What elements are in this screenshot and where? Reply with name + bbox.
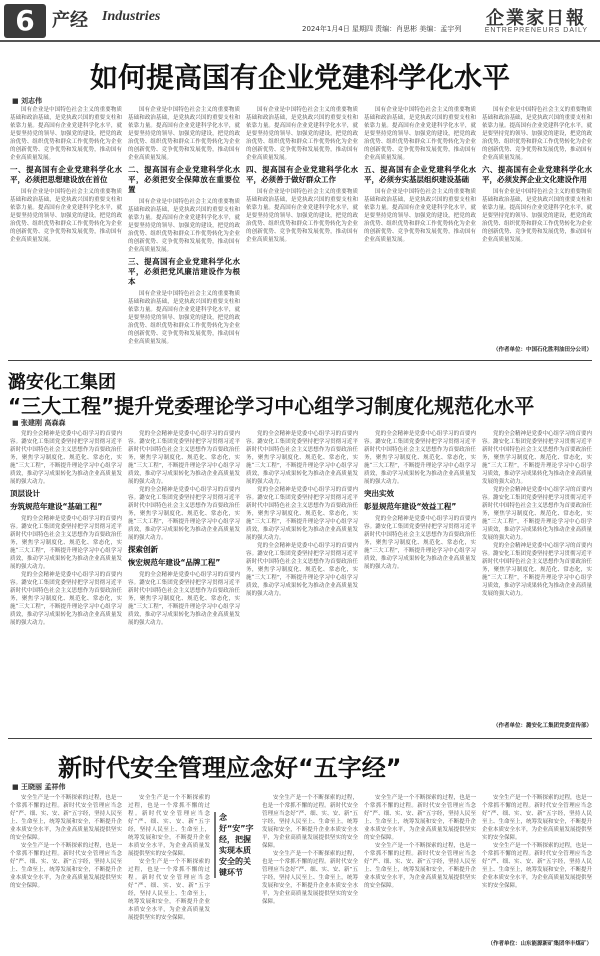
article1-col5 <box>482 106 592 352</box>
article2-title-line1: 潞安化工集团 <box>8 372 116 393</box>
article3-paragraph: 安全生产是一个不断探索的过程，也是一个常抓不懈的过程。新时代安全管理应当念好“严、细、实、安、新”五字经，坚持人民至上、生命至上，统筹发展和安全，不断提升企业本质安全水平，为企业高质量发展提供坚实的安全保障。 <box>482 795 592 841</box>
article3-col4 <box>364 794 476 950</box>
section-divider <box>8 360 592 361</box>
article3-paragraph: 安全生产是一个不断探索的过程，也是一个常抓不懈的过程。新时代安全管理应当念好“严、细、实、安、新”五字经，坚持人民至上、生命至上，统筹发展和安全，不断提升企业本质安全水平，为企业高质量发展提供坚实的安全保障。 <box>364 843 476 889</box>
article2-source-wrap <box>482 722 592 732</box>
article2-paragraph: 党的全会精神是党委中心组学习的首要内容。潞安化工集团党委坚持把学习贯彻习近平新时代中国特色社会主义思想作为首要政治任务，聚焦学习制度化、规范化、常态化，实施“三大工程”，不断提升理论学习中心组学习质效，推动学习成果转化为推动企业高质量发展的强大动力。 <box>246 431 358 485</box>
article2-subhead-3: 突出实效 <box>364 489 394 498</box>
article2-col2 <box>128 430 240 726</box>
issue-meta: 2024年1月4日 星期四 责编：肖思彬 美编：孟宇列 <box>302 25 462 33</box>
article2-col4 <box>364 430 476 726</box>
article3-paragraph: 安全生产是一个不断探索的过程，也是一个常抓不懈的过程。新时代安全管理应当念好“严、细、实、安、新”五字经，坚持人民至上、生命至上，统筹发展和安全，不断提升企业本质安全水平，为企业高质量发展提供坚实的安全保障。 <box>482 843 592 889</box>
article3-paragraph: 安全生产是一个不断探索的过程，也是一个常抓不懈的过程。新时代安全管理应当念好“严、细、实、安、新”五字经，坚持人民至上、生命至上，统筹发展和安全，不断提升企业本质安全水平，为企业高质量发展提供坚实的安全保障。 <box>262 795 358 849</box>
article1-title: 如何提高国有企业党建科学化水平 <box>89 61 510 94</box>
article3-pull-quote: 念好“安”字经，把握实现本质安全的关键环节 <box>214 812 254 878</box>
article1-subhead-5: 五、提高国有企业党建科学化水平，必须夯实基层组织建设基础 <box>364 165 476 184</box>
article3-paragraph: 安全生产是一个不断探索的过程，也是一个常抓不懈的过程。新时代安全管理应当念好“严、细、实、安、新”五字经，坚持人民至上、生命至上，统筹发展和安全，不断提升企业本质安全水平，为企业高质量发展提供坚实的安全保障。 <box>262 851 358 905</box>
article3-author: ■ 王晓丽 孟祥伟 <box>12 783 66 791</box>
article1-subhead-4: 四、提高国有企业党建科学化水平，必须善于做好群众工作 <box>246 165 358 184</box>
article2-paragraph: 党的全会精神是党委中心组学习的首要内容。潞安化工集团党委坚持把学习贯彻习近平新时代中国特色社会主义思想作为首要政治任务，聚焦学习制度化、规范化、常态化，实施“三大工程”，不断提升理论学习中心组学习质效，推动学习成果转化为推动企业高质量发展的强大动力。 <box>128 487 240 541</box>
article1-paragraph: 国有企业是中国特色社会主义的重要物质基础和政治基础，是党执政兴国的重要支柱和依靠力量。提高国有企业党建科学化水平，就是要坚持党的领导、加强党的建设，把党的政治优势、组织优势和群众工作优势转化为企业的创新优势、竞争优势和发展优势，推动国有企业高质量发展。 <box>10 107 122 161</box>
article2-paragraph: 党的全会精神是党委中心组学习的首要内容。潞安化工集团党委坚持把学习贯彻习近平新时代中国特色社会主义思想作为首要政治任务，聚焦学习制度化、规范化、常态化，实施“三大工程”，不断提升理论学习中心组学习质效，推动学习成果转化为推动企业高质量发展的强大动力。 <box>364 431 476 485</box>
section-name: 产经 <box>52 10 88 31</box>
article2-paragraph: 党的全会精神是党委中心组学习的首要内容。潞安化工集团党委坚持把学习贯彻习近平新时代中国特色社会主义思想作为首要政治任务，聚焦学习制度化、规范化、常态化，实施“三大工程”，不断提升理论学习中心组学习质效，推动学习成果转化为推动企业高质量发展的强大动力。 <box>10 516 122 570</box>
article1-paragraph: 国有企业是中国特色社会主义的重要物质基础和政治基础，是党执政兴国的重要支柱和依靠力量。提高国有企业党建科学化水平，就是要坚持党的领导、加强党的建设，把党的政治优势、组织优势和群众工作优势转化为企业的创新优势、竞争优势和发展优势，推动国有企业高质量发展。 <box>482 189 592 243</box>
article3-paragraph: 安全生产是一个不断探索的过程，也是一个常抓不懈的过程。新时代安全管理应当念好“严、细、实、安、新”五字经，坚持人民至上、生命至上，统筹发展和安全，不断提升企业本质安全水平，为企业高质量发展提供坚实的安全保障。 <box>10 843 122 889</box>
article2-paragraph: 党的全会精神是党委中心组学习的首要内容。潞安化工集团党委坚持把学习贯彻习近平新时代中国特色社会主义思想作为首要政治任务，聚焦学习制度化、规范化、常态化，实施“三大工程”，不断提升理论学习中心组学习质效，推动学习成果转化为推动企业高质量发展的强大动力。 <box>10 431 122 485</box>
article1-paragraph: 国有企业是中国特色社会主义的重要物质基础和政治基础，是党执政兴国的重要支柱和依靠力量。提高国有企业党建科学化水平，就是要坚持党的领导、加强党的建设，把党的政治优势、组织优势和群众工作优势转化为企业的创新优势、竞争优势和发展优势，推动国有企业高质量发展。 <box>128 291 240 345</box>
article1-paragraph: 国有企业是中国特色社会主义的重要物质基础和政治基础，是党执政兴国的重要支柱和依靠力量。提高国有企业党建科学化水平，就是要坚持党的领导、加强党的建设，把党的政治优势、组织优势和群众工作优势转化为企业的创新优势、竞争优势和发展优势，推动国有企业高质量发展。 <box>10 189 122 243</box>
article1-author: ■ 刘志伟 <box>12 97 43 105</box>
article1-paragraph: 国有企业是中国特色社会主义的重要物质基础和政治基础，是党执政兴国的重要支柱和依靠力量。提高国有企业党建科学化水平，就是要坚持党的领导、加强党的建设，把党的政治优势、组织优势和群众工作优势转化为企业的创新优势、竞争优势和发展优势，推动国有企业高质量发展。 <box>246 189 358 243</box>
masthead <box>0 0 600 40</box>
article2-subhead-2b: 恢宏规范年建设“品牌工程” <box>128 558 221 567</box>
article2-paragraph: 党的全会精神是党委中心组学习的首要内容。潞安化工集团党委坚持把学习贯彻习近平新时代中国特色社会主义思想作为首要政治任务，聚焦学习制度化、规范化、常态化，实施“三大工程”，不断提升理论学习中心组学习质效，推动学习成果转化为推动企业高质量发展的强大动力。 <box>364 516 476 570</box>
article3-col5 <box>482 794 592 940</box>
article2-col1 <box>10 430 122 726</box>
article3-col1 <box>10 794 122 950</box>
article2-col3 <box>246 430 358 726</box>
article2-paragraph: 党的全会精神是党委中心组学习的首要内容。潞安化工集团党委坚持把学习贯彻习近平新时代中国特色社会主义思想作为首要政治任务，聚焦学习制度化、规范化、常态化，实施“三大工程”，不断提升理论学习中心组学习质效，推动学习成果转化为推动企业高质量发展的强大动力。 <box>482 431 592 485</box>
article1-col1 <box>10 106 122 352</box>
article2-paragraph: 党的全会精神是党委中心组学习的首要内容。潞安化工集团党委坚持把学习贯彻习近平新时代中国特色社会主义思想作为首要政治任务，聚焦学习制度化、规范化、常态化，实施“三大工程”，不断提升理论学习中心组学习质效，推动学习成果转化为推动企业高质量发展的强大动力。 <box>128 431 240 485</box>
article2-source: （作者单位：潞安化工集团党委宣传部） <box>492 723 592 729</box>
article2-subhead-1: 顶层设计 <box>10 489 40 498</box>
section-divider <box>8 738 592 739</box>
article2-paragraph: 党的全会精神是党委中心组学习的首要内容。潞安化工集团党委坚持把学习贯彻习近平新时代中国特色社会主义思想作为首要政治任务，聚焦学习制度化、规范化、常态化，实施“三大工程”，不断提升理论学习中心组学习质效，推动学习成果转化为推动企业高质量发展的强大动力。 <box>482 543 592 597</box>
article1-paragraph: 国有企业是中国特色社会主义的重要物质基础和政治基础，是党执政兴国的重要支柱和依靠力量。提高国有企业党建科学化水平，就是要坚持党的领导、加强党的建设，把党的政治优势、组织优势和群众工作优势转化为企业的创新优势、竞争优势和发展优势，推动国有企业高质量发展。 <box>364 189 476 243</box>
article2-paragraph: 党的全会精神是党委中心组学习的首要内容。潞安化工集团党委坚持把学习贯彻习近平新时代中国特色社会主义思想作为首要政治任务，聚焦学习制度化、规范化、常态化，实施“三大工程”，不断提升理论学习中心组学习质效，推动学习成果转化为推动企业高质量发展的强大动力。 <box>10 572 122 626</box>
article1-paragraph: 国有企业是中国特色社会主义的重要物质基础和政治基础，是党执政兴国的重要支柱和依靠力量。提高国有企业党建科学化水平，就是要坚持党的领导、加强党的建设，把党的政治优势、组织优势和群众工作优势转化为企业的创新优势、竞争优势和发展优势，推动国有企业高质量发展。 <box>482 107 592 161</box>
article2-paragraph: 党的全会精神是党委中心组学习的首要内容。潞安化工集团党委坚持把学习贯彻习近平新时代中国特色社会主义思想作为首要政治任务，聚焦学习制度化、规范化、常态化，实施“三大工程”，不断提升理论学习中心组学习质效，推动学习成果转化为推动企业高质量发展的强大动力。 <box>246 543 358 597</box>
article2-col5 <box>482 430 592 726</box>
article1-paragraph: 国有企业是中国特色社会主义的重要物质基础和政治基础，是党执政兴国的重要支柱和依靠力量。提高国有企业党建科学化水平，就是要坚持党的领导、加强党的建设，把党的政治优势、组织优势和群众工作优势转化为企业的创新优势、竞争优势和发展优势，推动国有企业高质量发展。 <box>128 107 240 161</box>
article1-subhead-2: 二、提高国有企业党建科学化水平，必须把安全保障放在重要位置 <box>128 165 240 194</box>
article2-subhead-1b: 夯筑规范年建设“基础工程” <box>10 502 103 511</box>
article2-paragraph: 党的全会精神是党委中心组学习的首要内容。潞安化工集团党委坚持把学习贯彻习近平新时代中国特色社会主义思想作为首要政治任务，聚焦学习制度化、规范化、常态化，实施“三大工程”，不断提升理论学习中心组学习质效，推动学习成果转化为推动企业高质量发展的强大动力。 <box>246 487 358 541</box>
masthead-rule <box>0 40 600 42</box>
article3-paragraph: 安全生产是一个不断探索的过程，也是一个常抓不懈的过程。新时代安全管理应当念好“严、细、实、安、新”五字经，坚持人民至上、生命至上，统筹发展和安全，不断提升企业本质安全水平，为企业高质量发展提供坚实的安全保障。 <box>128 859 210 921</box>
article3-source: （作者单位：山东能源新矿集团华丰煤矿） <box>487 941 592 947</box>
article2-subhead-3b: 彰显规范年建设“效益工程” <box>364 502 457 511</box>
article1-paragraph: 国有企业是中国特色社会主义的重要物质基础和政治基础，是党执政兴国的重要支柱和依靠力量。提高国有企业党建科学化水平，就是要坚持党的领导、加强党的建设，把党的政治优势、组织优势和群众工作优势转化为企业的创新优势、竞争优势和发展优势，推动国有企业高质量发展。 <box>246 107 358 161</box>
article1-subhead-3: 三、提高国有企业党建科学化水平，必须把党风廉洁建设作为根本 <box>128 257 240 286</box>
page-number: 6 <box>4 4 46 38</box>
newspaper-logo-en: ENTREPRENEURS DAILY <box>484 27 588 34</box>
article1-col2 <box>128 106 240 352</box>
article3-col2 <box>128 794 210 950</box>
article1-source-wrap <box>482 346 592 356</box>
article2-subhead-2: 探索创新 <box>128 545 158 554</box>
article3-col3 <box>262 794 358 950</box>
article3-source-wrap <box>482 940 592 950</box>
article2-paragraph: 党的全会精神是党委中心组学习的首要内容。潞安化工集团党委坚持把学习贯彻习近平新时代中国特色社会主义思想作为首要政治任务，聚焦学习制度化、规范化、常态化，实施“三大工程”，不断提升理论学习中心组学习质效，推动学习成果转化为推动企业高质量发展的强大动力。 <box>482 487 592 541</box>
article1-col4 <box>364 106 476 352</box>
article1-paragraph: 国有企业是中国特色社会主义的重要物质基础和政治基础，是党执政兴国的重要支柱和依靠力量。提高国有企业党建科学化水平，就是要坚持党的领导、加强党的建设，把党的政治优势、组织优势和群众工作优势转化为企业的创新优势、竞争优势和发展优势，推动国有企业高质量发展。 <box>364 107 476 161</box>
article3-paragraph: 安全生产是一个不断探索的过程，也是一个常抓不懈的过程。新时代安全管理应当念好“严、细、实、安、新”五字经，坚持人民至上、生命至上，统筹发展和安全，不断提升企业本质安全水平，为企业高质量发展提供坚实的安全保障。 <box>10 795 122 841</box>
article1-paragraph: 国有企业是中国特色社会主义的重要物质基础和政治基础，是党执政兴国的重要支柱和依靠力量。提高国有企业党建科学化水平，就是要坚持党的领导、加强党的建设，把党的政治优势、组织优势和群众工作优势转化为企业的创新优势、竞争优势和发展优势，推动国有企业高质量发展。 <box>128 199 240 253</box>
article2-title-line2: “三大工程”提升党委理论学习中心组学习制度化规范化水平 <box>8 394 535 418</box>
article1-col3 <box>246 106 358 352</box>
article1-subhead-1: 一、提高国有企业党建科学化水平，必须把思想建设放在首位 <box>10 165 122 184</box>
article3-paragraph: 安全生产是一个不断探索的过程，也是一个常抓不懈的过程。新时代安全管理应当念好“严、细、实、安、新”五字经，坚持人民至上、生命至上，统筹发展和安全，不断提升企业本质安全水平，为企业高质量发展提供坚实的安全保障。 <box>128 795 210 857</box>
article1-source: （作者单位：中国石化胜利油田分公司） <box>492 347 592 353</box>
article2-author: ■ 张建刚 高森森 <box>12 419 66 427</box>
article3-paragraph: 安全生产是一个不断探索的过程，也是一个常抓不懈的过程。新时代安全管理应当念好“严、细、实、安、新”五字经，坚持人民至上、生命至上，统筹发展和安全，不断提升企业本质安全水平，为企业高质量发展提供坚实的安全保障。 <box>364 795 476 841</box>
article2-paragraph: 党的全会精神是党委中心组学习的首要内容。潞安化工集团党委坚持把学习贯彻习近平新时代中国特色社会主义思想作为首要政治任务，聚焦学习制度化、规范化、常态化，实施“三大工程”，不断提升理论学习中心组学习质效，推动学习成果转化为推动企业高质量发展的强大动力。 <box>128 572 240 626</box>
section-name-en: Industries <box>102 9 161 24</box>
article1-subhead-6: 六、提高国有企业党建科学化水平，必须发挥企业文化建设作用 <box>482 165 592 184</box>
newspaper-logo: 企業家日報 <box>486 8 586 29</box>
article3-title: 新时代安全管理应念好“五字经” <box>58 754 402 782</box>
